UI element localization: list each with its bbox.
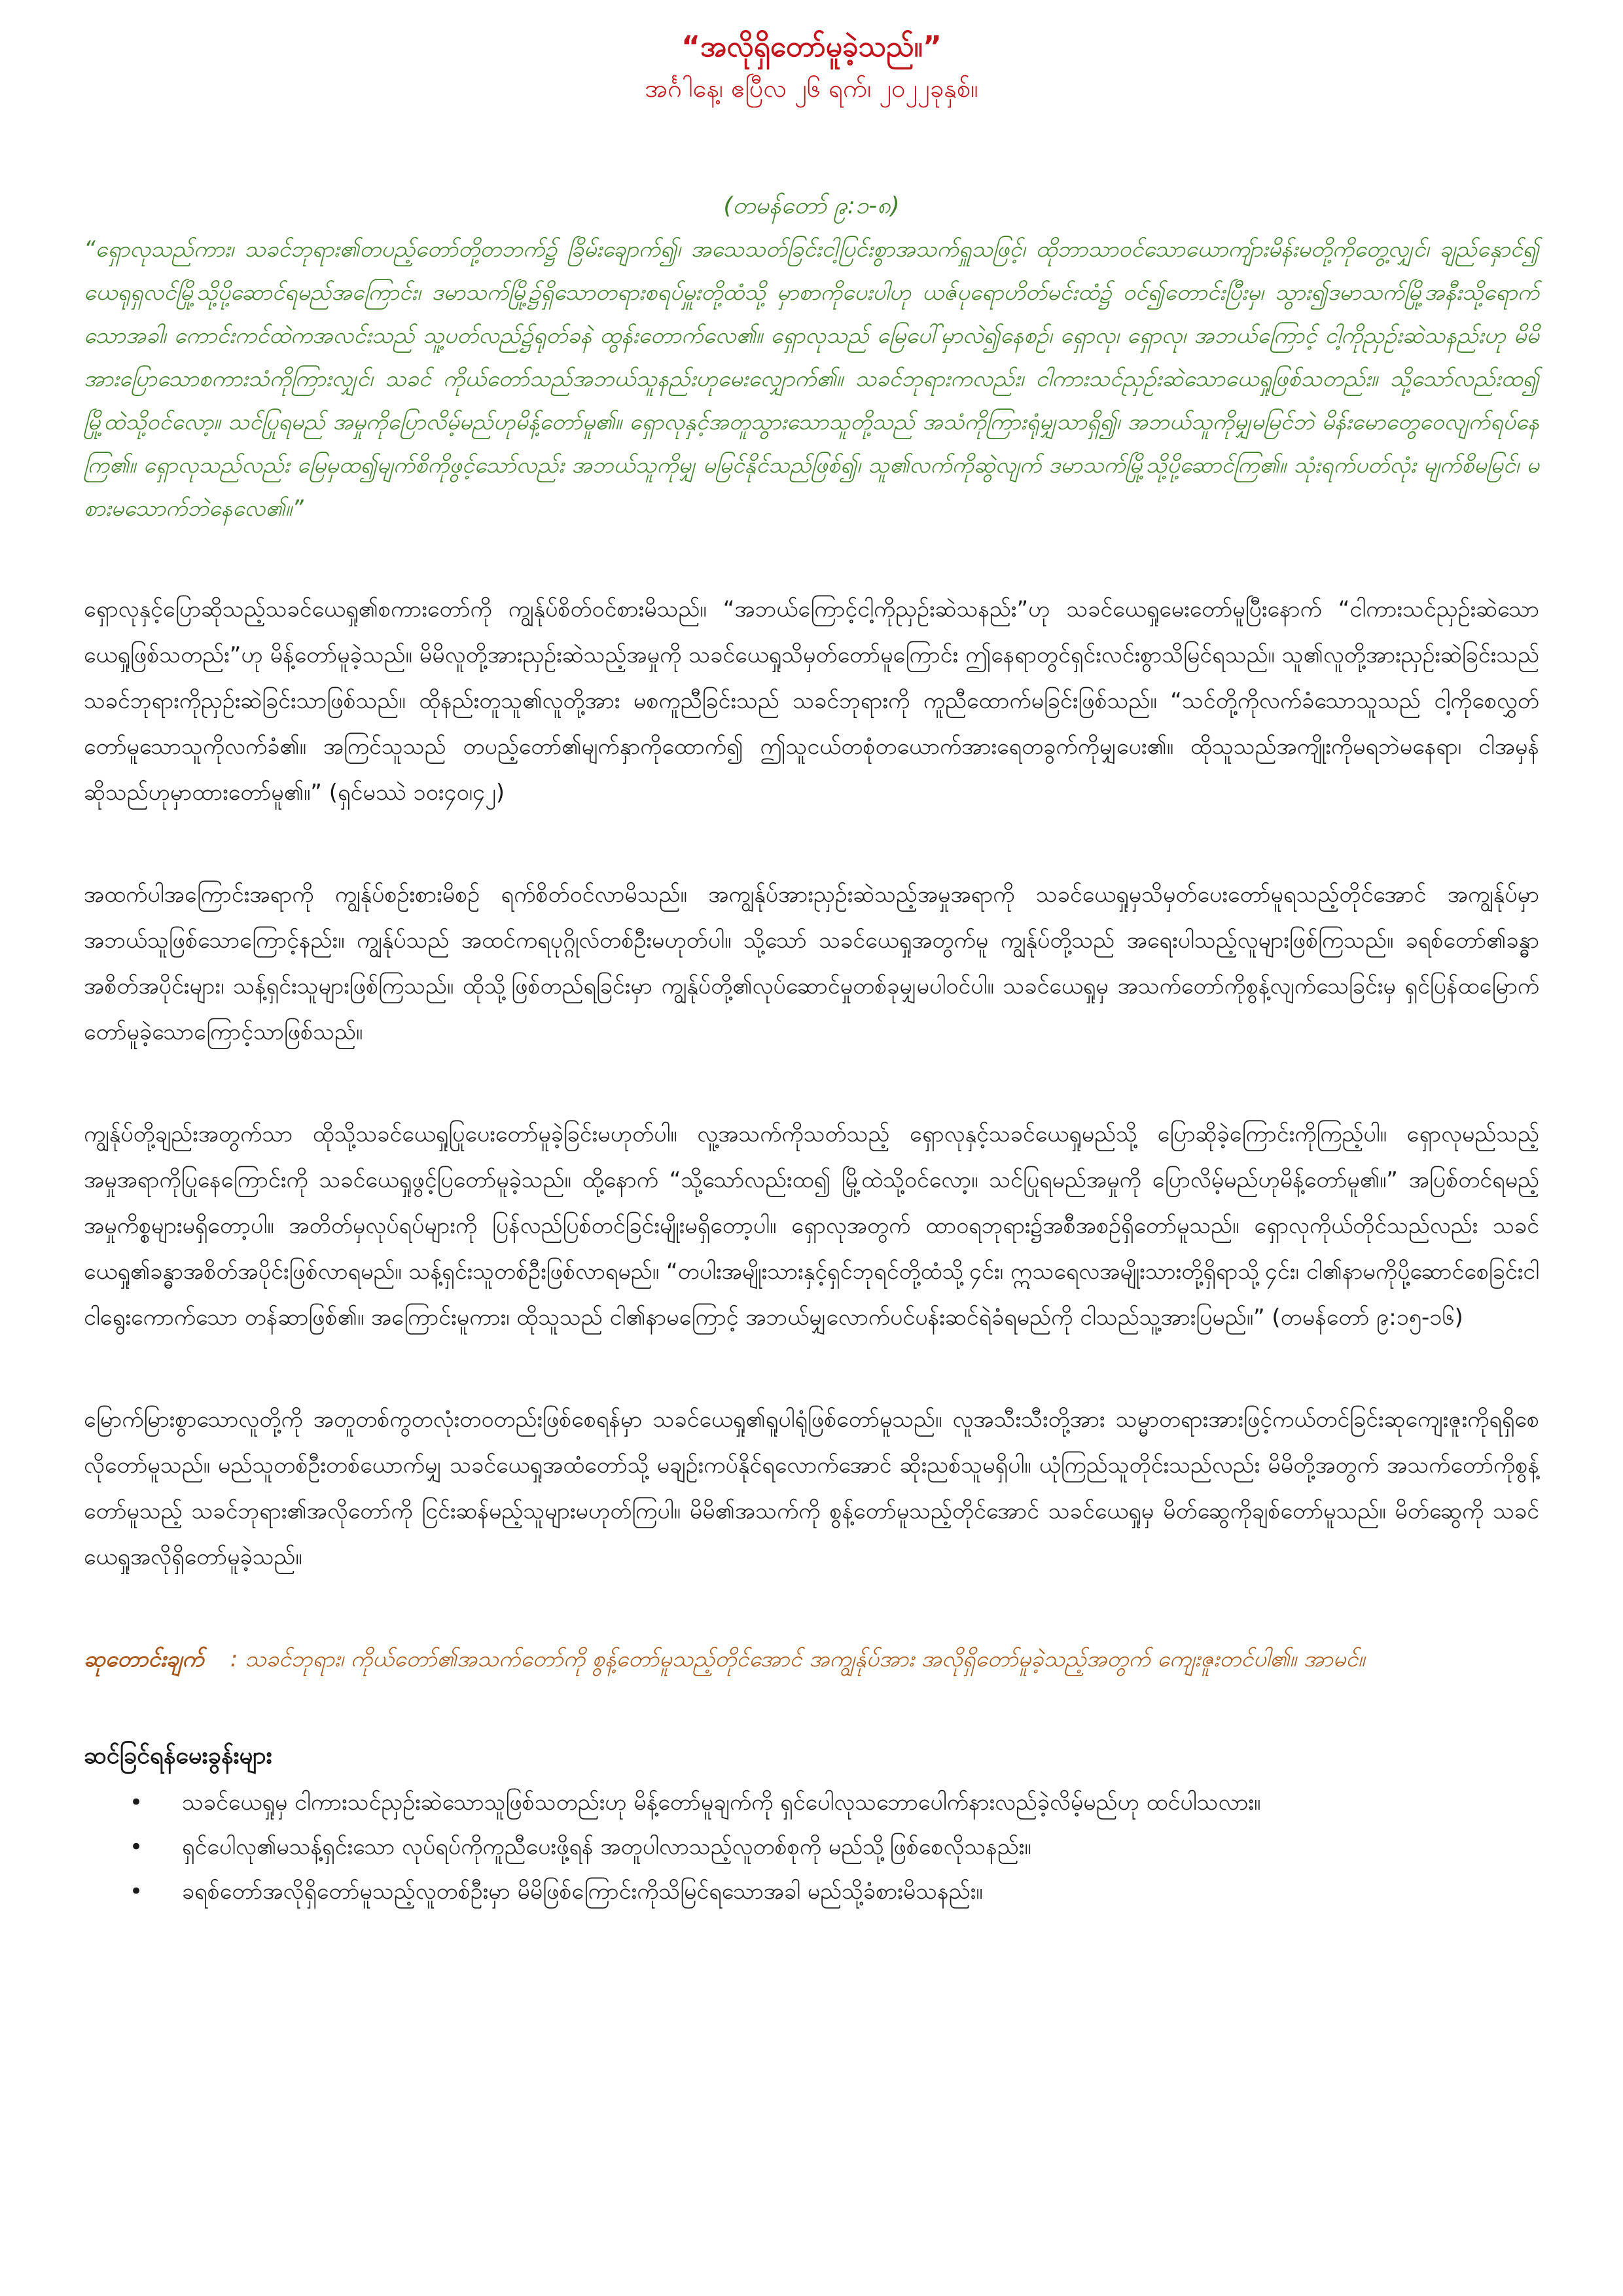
questions-list <box>84 1780 1539 1914</box>
body-paragraph-3: ကျွန်ုပ်တို့ချည်းအတွက်သာ ထိုသို့သခင်ယေရှုပြုပေးတော်မူခဲ့ခြင်းမဟုတ်ပါ။ လူ့အသက်ကိုသတ်သည့် ရှောလုနှင့်သခင်ယေရှုမည်သို့ ပြောဆိုခဲ့ကြောင်းကိုကြည့်ပါ။ ရှောလုမည်သည့်အမှုအရာကိုပြုနေကြောင်းကို သခင်ယေရှုဖွင့်ပြတော်မူခဲ့သည်။ ထို့နောက် “သို့သော်လည်းထ၍ မြို့ထဲသို့ဝင်လော့။ သင်ပြုရမည်အမှုကို ပြောလိမ့်မည်ဟုမိန့်တော်မူ၏။” အပြစ်တင်ရမည့်အမှုကိစ္စများမရှိတော့ပါ။ အတိတ်မှလုပ်ရပ်များကို ပြန်လည်ပြစ်တင်ခြင်းမျိုးမရှိတော့ပါ။ ရှောလုအတွက် ထာဝရဘုရား၌အစီအစဉ်ရှိတော်မူသည်။ ရှောလုကိုယ်တိုင်သည်လည်း သခင်ယေရှု၏ခန္ဓာအစိတ်အပိုင်းဖြစ်လာရမည်။ သန့်ရှင်းသူတစ်ဦးဖြစ်လာရမည်။ “တပါးအမျိုးသားနှင့်ရှင်ဘုရင်တို့ထံသို့၄င်း၊ ဣသရေလအမျိုးသားတို့ရှိရာသို့၄င်း၊ ငါ၏နာမကိုပို့ဆောင်စေခြင်းငါ ငါရွေးကောက်သော တန်ဆာဖြစ်၏။ အကြောင်းမူကား၊ ထိုသူသည် ငါ၏နာမကြောင့် အဘယ်မျှလောက်ပင်ပန်းဆင်ရဲခံရမည်ကို ငါသည်သူ့အားပြမည်။” (တမန်တော် ၉:၁၅-၁၆) <box>84 1121 1539 1331</box>
bullet-icon: • <box>129 1834 143 1860</box>
prayer-text: : သခင်ဘုရား၊ ကိုယ်တော်၏အသက်တော်ကို စွန့်တော်မူသည့်တိုင်အောင် အကျွန်ုပ်အား အလိုရှိတော်မူခဲ့သည့်အတွက် ကျေးဇူးတင်ပါ၏။ အာမင်။ <box>230 1646 1365 1672</box>
page-date: အင်္ဂါနေ့၊ ဧပြီလ ၂၆ ရက်၊ ၂၀၂၂ခုနှစ်။ <box>645 74 978 103</box>
body-paragraph-1: ရှောလုနှင့်ပြောဆိုသည့်သခင်ယေရှု၏စကားတော်ကို ကျွန်ုပ်စိတ်ဝင်စားမိသည်။ “အဘယ်ကြောင့်ငါ့ကိုညှဉ်းဆဲသနည်း”ဟု သခင်ယေရှုမေးတော်မူပြီးနောက် “ငါကားသင်ညှဉ်းဆဲသောယေရှုဖြစ်သတည်း”ဟု မိန့်တော်မူခဲ့သည်။ မိမိလူတို့အားညှဉ်းဆဲသည့်အမှုကို သခင်ယေရှုသိမှတ်တော်မူကြောင်း ဤနေရာတွင်ရှင်းလင်းစွာသိမြင်ရသည်။ သူ၏လူတို့အားညှဉ်းဆဲခြင်းသည် သခင်ဘုရားကိုညှဉ်းဆဲခြင်းသာဖြစ်သည်။ ထိုနည်းတူသူ၏လူတို့အား မစကူညီခြင်းသည် သခင်ဘုရားကို ကူညီထောက်မခြင်းဖြစ်သည်။ “သင်တို့ကိုလက်ခံသောသူသည် ငါ့ကိုစေလွှတ်တော်မူသောသူကိုလက်ခံ၏။ အကြင်သူသည် တပည့်တော်၏မျက်နှာကိုထောက်၍ ဤသူငယ်တစုံတယောက်အားရေတခွက်ကိုမျှပေး၏။ ထိုသူသည်အကျိုးကိုမရဘဲမနေရာ၊ ငါအမှန်ဆိုသည်ဟုမှာထားတော်မူ၏။” (ရှင်မဿဲ ၁၀း၄၀၊၄၂) <box>84 596 1539 806</box>
list-item <box>123 1869 1539 1914</box>
scripture-text: “ရှောလုသည်ကား၊ သခင်ဘုရား၏တပည့်တော်တို့တဘက်၌ ခြိမ်းချောက်၍၊ အသေသတ်ခြင်းငါ့ပြင်းစွာအသက်ရှူသဖြင့်၊ ထိုဘာသာဝင်သောယောကျ်ားမိန်းမတို့ကိုတွေ့လျှင်၊ ချည်နှောင်၍ ယေရုရှလင်မြို့သို့ပို့ဆောင်ရမည်အကြောင်း၊ ဒမာသက်မြို့၌ရှိသောတရားစရပ်မှူးတို့ထံသို့ မှာစာကိုပေးပါဟု ယဇ်ပုရောဟိတ်မင်းထံ၌ ဝင်၍တောင်းပြီးမှ၊ သွား၍ဒမာသက်မြို့အနီးသို့ရောက်သောအခါ၊ ကောင်းကင်ထဲကအလင်းသည် သူ့ပတ်လည်၌ရုတ်ခနဲ ထွန်းတောက်လေ၏။ ရှောလုသည် မြေပေါ်မှာလဲ၍နေစဉ်၊ ရှောလု၊ ရှောလု၊ အဘယ်ကြောင့် ငါ့ကိုညှဉ်းဆဲသနည်းဟု မိမိအားပြောသောစကားသံကိုကြားလျှင်၊ သခင် ကိုယ်တော်သည်အဘယ်သူနည်းဟုမေးလျှောက်၏။ သခင်ဘုရားကလည်း၊ ငါကားသင်ညှဉ်းဆဲသောယေရှုဖြစ်သတည်း။ သို့သော်လည်းထ၍ မြို့ထဲသို့ဝင်လော့။ သင်ပြုရမည် အမှုကိုပြောလိမ့်မည်ဟုမိန့်တော်မူ၏။ ရှောလုနှင့်အတူသွားသောသူတို့သည် အသံကိုကြားရုံမျှသာရှိ၍၊ အဘယ်သူကိုမျှမမြင်ဘဲ မိန်းမောတွေဝေလျက်ရပ်နေကြ၏။ ရှောလုသည်လည်း မြေမှထ၍မျက်စိကိုဖွင့်သော်လည်း အဘယ်သူကိုမျှ မမြင်နိုင်သည်ဖြစ်၍၊ သူ၏လက်ကိုဆွဲလျက် ဒမာသက်မြို့သို့ပို့ဆောင်ကြ၏။ သုံးရက်ပတ်လုံး မျက်စိမမြင်၊ မစားမသောက်ဘဲနေလေ၏။” <box>84 236 1539 522</box>
bullet-icon: • <box>129 1789 143 1816</box>
question-text: ခရစ်တော်အလိုရှိတော်မူသည့်လူတစ်ဦးမှာ မိမိဖြစ်ကြောင်းကိုသိမြင်ရသောအခါ မည်သို့ခံစားမိသနည်း။ <box>182 1878 983 1905</box>
question-text: ရှင်ပေါလု၏မသန့်ရှင်းသော လုပ်ရပ်ကိုကူညီပေးဖို့ရန် အတူပါလာသည့်လူတစ်စုကို မည်သို့ဖြစ်စေလိုသနည်း။ <box>182 1834 1031 1860</box>
prayer-label: ဆုတောင်းချက် <box>84 1646 204 1672</box>
scripture-reference: (တမန်တော် ၉:၁-၈) <box>723 192 900 219</box>
prayer-block <box>84 1636 1539 1682</box>
body-paragraph-4: မြောက်မြားစွာသောလူတို့ကို အတူတစ်ကွတလုံးတဝတည်းဖြစ်စေရန်မှာ သခင်ယေရှု၏ရူပါရုံဖြစ်တော်မူသည်။ လူအသီးသီးတို့အား သမ္မာတရားအားဖြင့်ကယ်တင်ခြင်းဆုကျေးဇူးကိုရရှိစေလိုတော်မူသည်။ မည်သူတစ်ဦးတစ်ယောက်မျှ သခင်ယေရှုအထံတော်သို့ မချဉ်းကပ်နိုင်ရလောက်အောင် ဆိုးညစ်သူမရှိပါ။ ယုံကြည်သူတိုင်းသည်လည်း မိမိတို့အတွက် အသက်တော်ကိုစွန့်တော်မူသည့် သခင်ဘုရား၏အလိုတော်ကို ငြင်းဆန်မည့်သူများမဟုတ်ကြပါ။ မိမိ၏အသက်ကို စွန့်တော်မူသည့်တိုင်အောင် သခင်ယေရှုမှ မိတ်ဆွေကိုချစ်တော်မူသည်။ မိတ်ဆွေကို သခင်ယေရှုအလိုရှိတော်မူခဲ့သည်။ <box>84 1407 1539 1570</box>
questions-heading: ဆင်ခြင်ရန်မေးခွန်းများ <box>84 1742 272 1769</box>
body-paragraph-2: အထက်ပါအကြောင်းအရာကို ကျွန်ုပ်စဉ်းစားမိစဉ် ရက်စိတ်ဝင်လာမိသည်။ အကျွန်ုပ်အားညှဉ်းဆဲသည့်အမှုအရာကို သခင်ယေရှုမှသိမှတ်ပေးတော်မူရသည့်တိုင်အောင် အကျွန်ုပ်မှာအဘယ်သူဖြစ်သောကြောင့်နည်း။ ကျွန်ုပ်သည် အထင်ကရပုဂ္ဂိုလ်တစ်ဦးမဟုတ်ပါ။ သို့သော် သခင်ယေရှုအတွက်မူ ကျွန်ုပ်တို့သည် အရေးပါသည့်လူများဖြစ်ကြသည်။ ခရစ်တော်၏ခန္ဓာအစိတ်အပိုင်းများ၊ သန့်ရှင်းသူများဖြစ်ကြသည်။ ထိုသို့ဖြစ်တည်ရခြင်းမှာ ကျွန်ုပ်တို့၏လုပ်ဆောင်မှုတစ်ခုမျှမပါဝင်ပါ။ သခင်ယေရှုမှ အသက်တော်ကိုစွန့်လျက်သေခြင်းမှ ရှင်ပြန်ထမြောက်တော်မူခဲ့သောကြောင့်သာဖြစ်သည်။ <box>84 882 1539 1045</box>
list-item <box>123 1825 1539 1869</box>
list-item <box>123 1780 1539 1825</box>
bullet-icon: • <box>129 1878 143 1905</box>
page-title: “အလိုရှိတော်မူခဲ့သည်။” <box>681 30 942 63</box>
question-text: သခင်ယေရှုမှ ငါကားသင်ညှဉ်းဆဲသောသူဖြစ်သတည်းဟု မိန့်တော်မူချက်ကို ရှင်ပေါလုသဘောပေါက်နားလည်ခဲ့လိမ့်မည်ဟု ထင်ပါသလား။ <box>182 1789 1261 1816</box>
